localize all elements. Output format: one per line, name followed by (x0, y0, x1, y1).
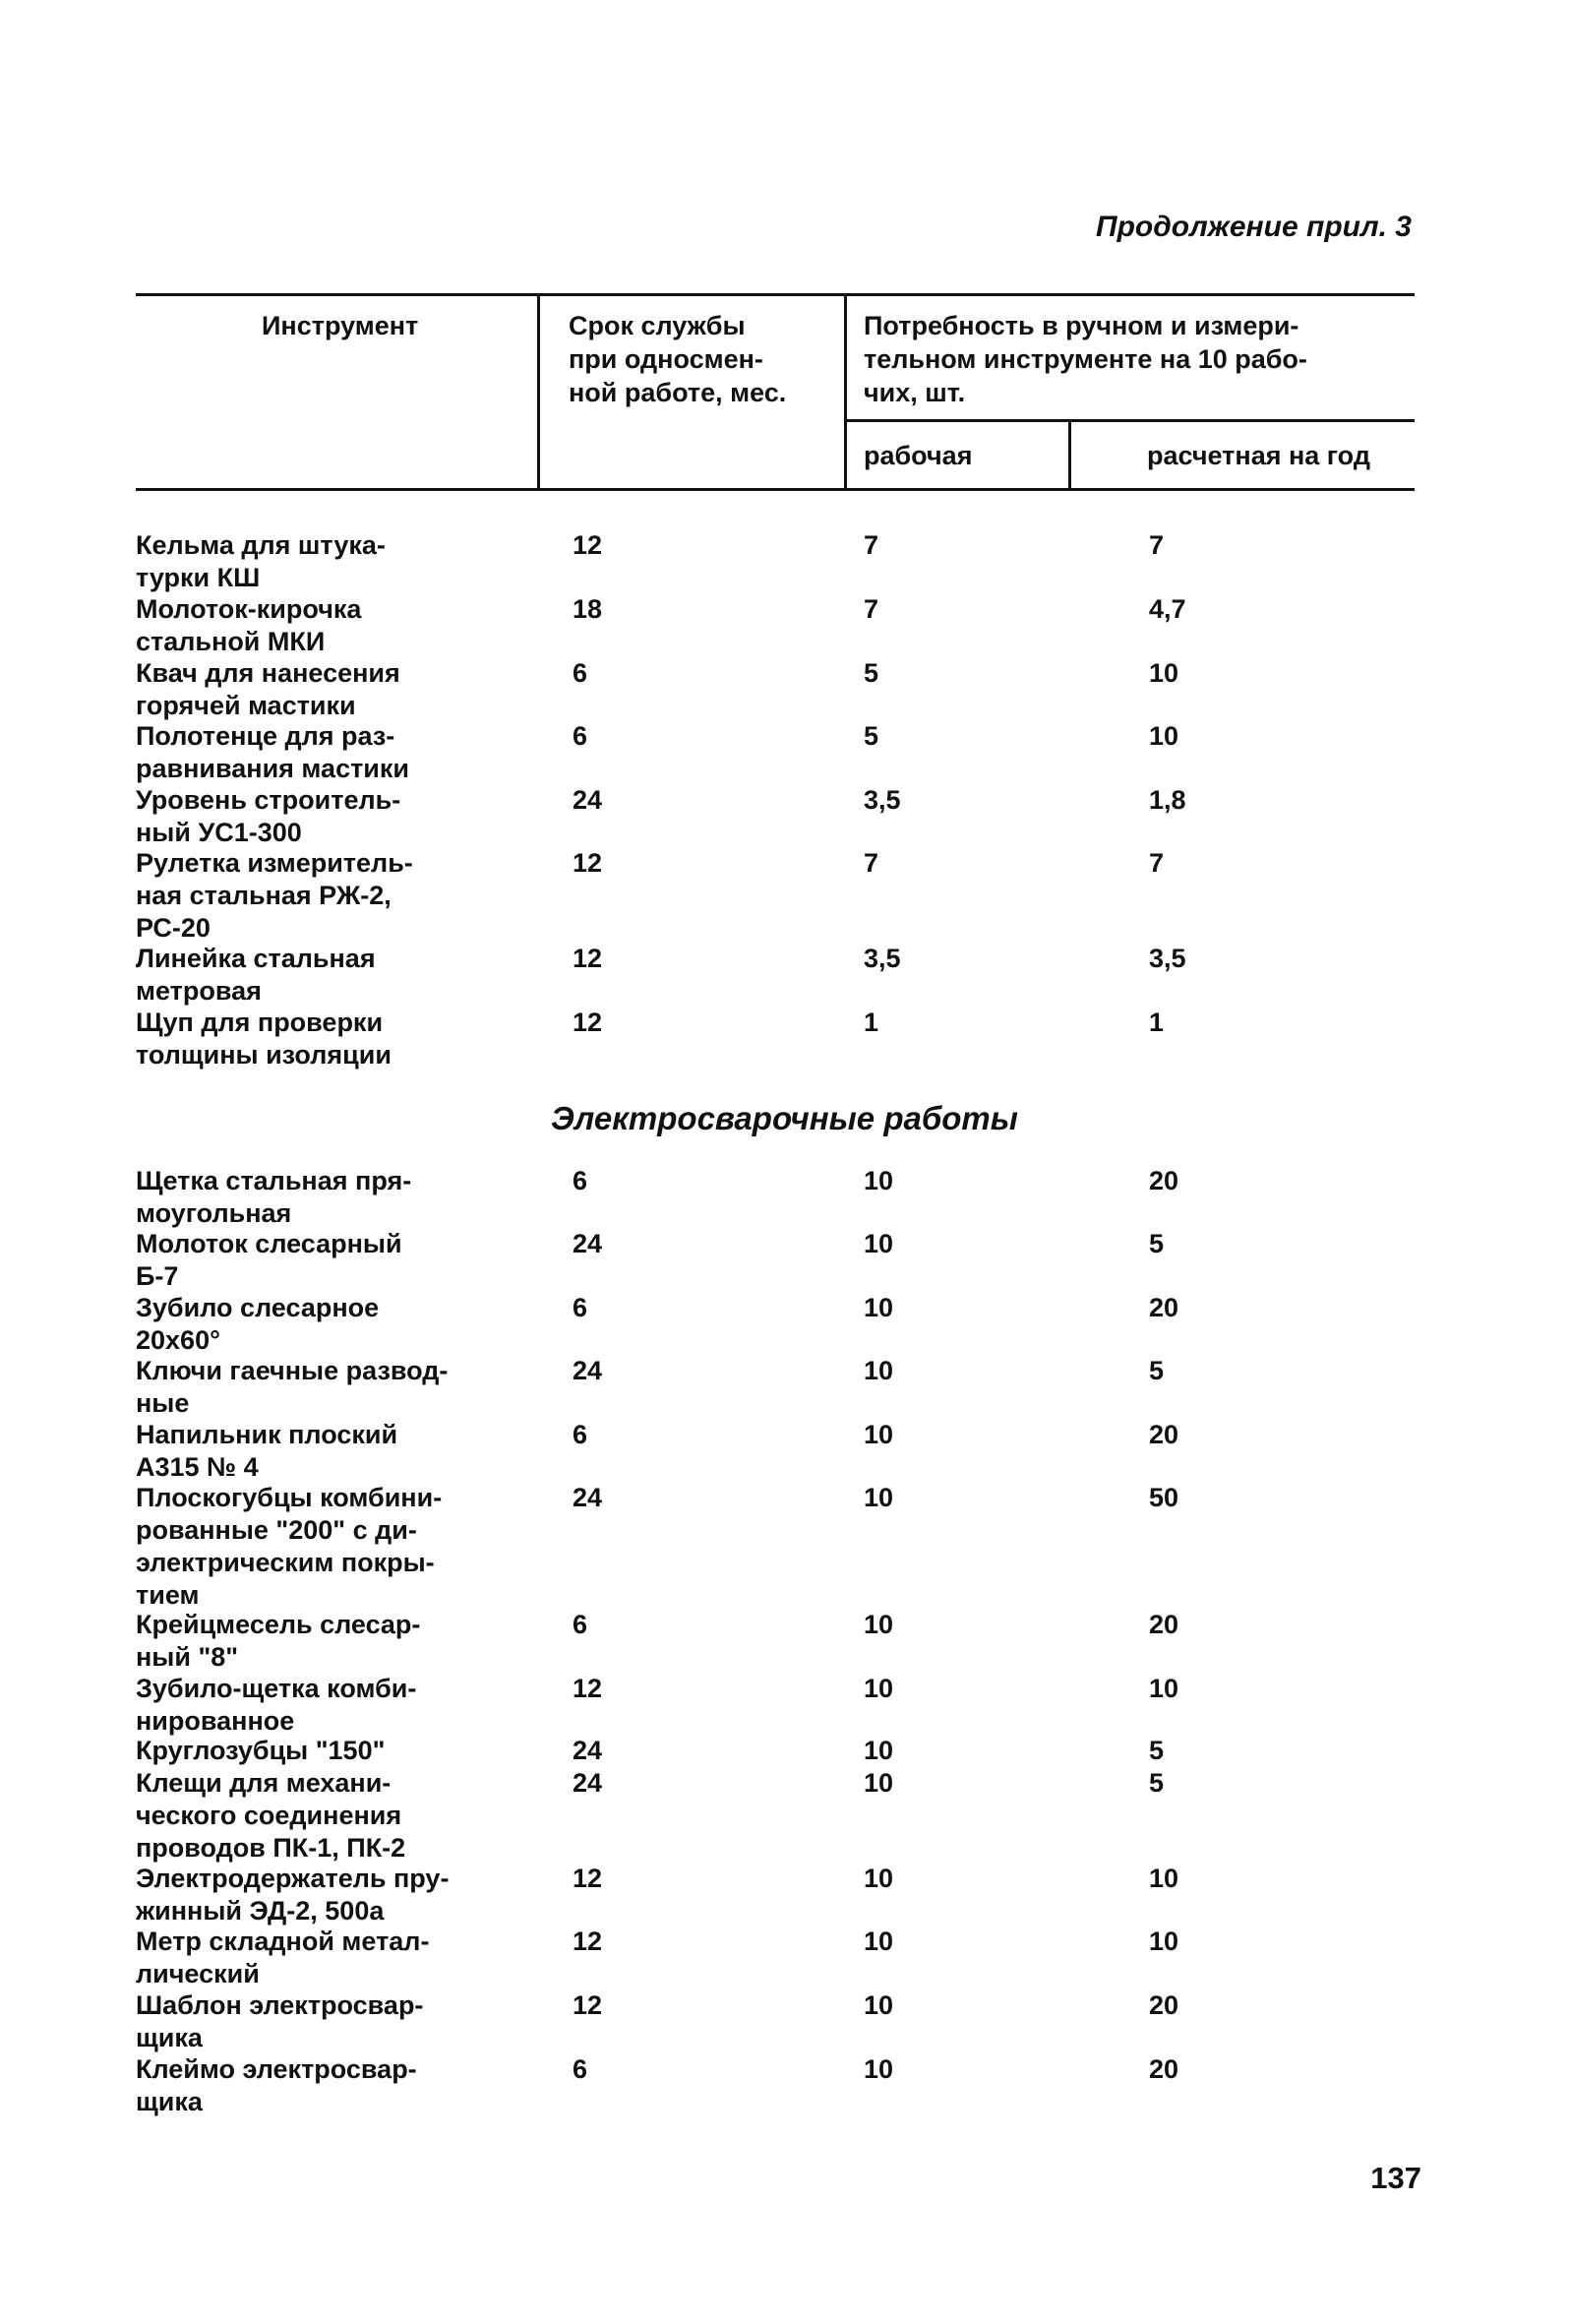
annual-qty-value: 20 (1149, 1293, 1179, 1322)
tool-name-line: метровая (136, 976, 262, 1006)
tool-name-line: ные (136, 1388, 190, 1418)
working-qty-value: 10 (864, 1864, 894, 1893)
annual-qty-value: 1 (1149, 1008, 1165, 1037)
annual-qty-value: 4,7 (1149, 594, 1186, 624)
annual-qty-value: 7 (1149, 530, 1165, 560)
header-service-life-line: при односмен- (569, 344, 763, 374)
tool-name-line: Полотенце для раз- (136, 721, 395, 751)
working-qty-value: 7 (864, 530, 879, 560)
working-qty-value: 5 (864, 721, 879, 751)
tool-name (136, 720, 529, 785)
annual-qty-value: 20 (1149, 1420, 1179, 1449)
tool-name-line: Ключи гаечные развод- (136, 1356, 449, 1385)
working-qty-value: 7 (864, 848, 879, 878)
tool-name (136, 1419, 529, 1484)
working-qty-value: 7 (864, 594, 879, 624)
header-divider-3 (1068, 419, 1071, 490)
tool-name (136, 529, 529, 594)
service-life-value: 12 (573, 848, 603, 878)
tool-name-line: стальной МКИ (136, 627, 326, 656)
service-life-value: 12 (573, 944, 603, 973)
service-life-value: 12 (573, 1864, 603, 1893)
tool-name (136, 1007, 529, 1071)
service-life-value: 6 (573, 1610, 588, 1639)
tool-name-line: РС-20 (136, 913, 211, 943)
tool-name-line: Зубило слесарное (136, 1293, 380, 1322)
header-need-line: Потребность в ручном и измери- (864, 311, 1299, 340)
working-qty-value: 10 (864, 1483, 894, 1512)
header-service-life (569, 309, 786, 409)
tool-name-line: моугольная (136, 1198, 292, 1228)
tool-name-line: щика (136, 2023, 203, 2052)
service-life-value: 6 (573, 721, 588, 751)
tool-name-line: ная стальная РЖ-2, (136, 881, 392, 910)
tool-name (136, 847, 529, 945)
service-life-value: 12 (573, 530, 603, 560)
working-qty-value: 10 (864, 1674, 894, 1703)
annual-qty-value: 10 (1149, 721, 1179, 751)
service-life-value: 24 (573, 1229, 603, 1258)
tool-name-line: Уровень строитель- (136, 785, 401, 815)
tool-name (136, 1609, 529, 1674)
table-header (136, 293, 1415, 492)
header-divider-1 (537, 293, 540, 490)
service-life-value: 24 (573, 1736, 603, 1765)
tool-name-line: жинный ЭД-2, 500а (136, 1896, 385, 1926)
working-qty-value: 5 (864, 658, 879, 688)
annual-qty-value: 10 (1149, 1926, 1179, 1956)
annual-qty-value: 10 (1149, 1674, 1179, 1703)
header-divider-2 (844, 293, 847, 490)
tool-name (136, 943, 529, 1008)
annual-qty-value: 50 (1149, 1483, 1179, 1512)
tool-name-line: Клеймо электросвар- (136, 2054, 417, 2084)
service-life-value: 6 (573, 1420, 588, 1449)
header-bottom-rule (136, 488, 1415, 491)
tool-name (136, 1673, 529, 1738)
tool-name-line: Крейцмесель слесар- (136, 1610, 421, 1639)
header-service-life-line: ной работе, мес. (569, 378, 787, 407)
service-life-value: 12 (573, 1008, 603, 1037)
working-qty-value: 3,5 (864, 944, 901, 973)
header-tool: Инструмент (262, 311, 419, 340)
service-life-value: 12 (573, 1926, 603, 1956)
tool-name-line: Шаблон электросвар- (136, 1990, 424, 2020)
tool-name (136, 1165, 529, 1230)
working-qty-value: 10 (864, 1293, 894, 1322)
tool-name-line: Щетка стальная пря- (136, 1166, 412, 1195)
header-top-rule (136, 293, 1415, 296)
tool-name-line: Кельма для штука- (136, 530, 386, 560)
service-life-value: 6 (573, 658, 588, 688)
annual-qty-value: 10 (1149, 1864, 1179, 1893)
annual-qty-value: 10 (1149, 658, 1179, 688)
tool-name-line: щика (136, 2087, 203, 2116)
working-qty-value: 10 (864, 1229, 894, 1258)
tool-name-line: нированное (136, 1706, 295, 1736)
service-life-value: 24 (573, 1483, 603, 1512)
tool-name-line: Молоток-кирочка (136, 594, 362, 624)
tool-name-line: ческого соединения (136, 1801, 402, 1830)
tool-name-line: лический (136, 1959, 260, 1988)
header-need-line: тельном инструменте на 10 рабо- (864, 344, 1307, 374)
annual-qty-value: 20 (1149, 1990, 1179, 2020)
tool-name-line: Щуп для проверки (136, 1008, 384, 1037)
working-qty-value: 10 (864, 1166, 894, 1195)
header-service-life-line: Срок службы (569, 311, 746, 340)
tool-name-line: ный УС1-300 (136, 818, 302, 847)
working-qty-value: 10 (864, 1420, 894, 1449)
annual-qty-value: 20 (1149, 1166, 1179, 1195)
service-life-value: 18 (573, 594, 603, 624)
tool-name-line: Круглозубцы "150" (136, 1736, 386, 1765)
tool-name-line: ный "8" (136, 1642, 239, 1672)
working-qty-value: 10 (864, 1736, 894, 1765)
service-life-value: 24 (573, 785, 603, 815)
tool-name-line: турки КШ (136, 563, 261, 592)
tool-name-line: электрическим покры- (136, 1548, 435, 1577)
tool-name-line: Плоскогубцы комбини- (136, 1483, 443, 1512)
tool-name (136, 1767, 529, 1865)
working-qty-value: 10 (864, 1990, 894, 2020)
service-life-value: 12 (573, 1674, 603, 1703)
service-life-value: 6 (573, 1293, 588, 1322)
header-need (864, 309, 1415, 409)
tool-name-line: Напильник плоский (136, 1420, 398, 1449)
continuation-label: Продолжение прил. 3 (1096, 211, 1412, 243)
tool-name-line: равнивания мастики (136, 754, 410, 783)
tool-name (136, 1735, 529, 1767)
tool-name-line: Квач для нанесения (136, 658, 400, 688)
annual-qty-value: 3,5 (1149, 944, 1186, 973)
tool-name (136, 1292, 529, 1357)
working-qty-value: 1 (864, 1008, 879, 1037)
tool-name-line: рованные "200" с ди- (136, 1515, 417, 1545)
service-life-value: 24 (573, 1356, 603, 1385)
tool-name (136, 1926, 529, 1990)
annual-qty-value: 5 (1149, 1768, 1165, 1798)
tool-name-line: Молоток слесарный (136, 1229, 402, 1258)
working-qty-value: 10 (864, 2054, 894, 2084)
page-number: 137 (1370, 2161, 1421, 2195)
annual-qty-value: 5 (1149, 1736, 1165, 1765)
annual-qty-value: 7 (1149, 848, 1165, 878)
tool-name (136, 1863, 529, 1927)
working-qty-value: 10 (864, 1926, 894, 1956)
tool-name-line: Электродержатель пру- (136, 1864, 450, 1893)
tool-name-line: проводов ПК-1, ПК-2 (136, 1833, 406, 1863)
service-life-value: 6 (573, 1166, 588, 1195)
tool-name-line: горячей мастики (136, 691, 356, 720)
section-title: Электросварочные работы (551, 1100, 1018, 1136)
tool-name (136, 1228, 529, 1293)
tool-name (136, 1482, 529, 1612)
tool-name-line: тием (136, 1580, 200, 1610)
working-qty-value: 10 (864, 1610, 894, 1639)
tool-name (136, 1989, 529, 2054)
working-qty-value: 3,5 (864, 785, 901, 815)
tool-name-line: Клещи для механи- (136, 1768, 392, 1798)
header-need-line: чих, шт. (864, 378, 966, 407)
header-calculated: расчетная на год (1147, 441, 1370, 470)
annual-qty-value: 20 (1149, 1610, 1179, 1639)
tool-name (136, 1355, 529, 1420)
working-qty-value: 10 (864, 1768, 894, 1798)
tool-name-line: Линейка стальная (136, 944, 376, 973)
header-sub-rule (844, 419, 1415, 422)
annual-qty-value: 5 (1149, 1356, 1165, 1385)
tool-name-line: Метр складной метал- (136, 1926, 430, 1956)
service-life-value: 6 (573, 2054, 588, 2084)
header-working: рабочая (864, 441, 973, 470)
annual-qty-value: 20 (1149, 2054, 1179, 2084)
tool-name (136, 657, 529, 722)
tool-name-line: 20х60° (136, 1325, 220, 1355)
tool-name-line: толщины изоляции (136, 1040, 392, 1070)
tool-name (136, 784, 529, 849)
service-life-value: 12 (573, 1990, 603, 2020)
annual-qty-value: 5 (1149, 1229, 1165, 1258)
tool-name-line: Зубило-щетка комби- (136, 1674, 417, 1703)
tool-name (136, 2053, 529, 2118)
annual-qty-value: 1,8 (1149, 785, 1186, 815)
tool-name-line: Рулетка измеритель- (136, 848, 413, 878)
service-life-value: 24 (573, 1768, 603, 1798)
tool-name-line: Б-7 (136, 1261, 179, 1291)
tool-name (136, 593, 529, 658)
tool-name-line: А315 № 4 (136, 1452, 259, 1482)
working-qty-value: 10 (864, 1356, 894, 1385)
